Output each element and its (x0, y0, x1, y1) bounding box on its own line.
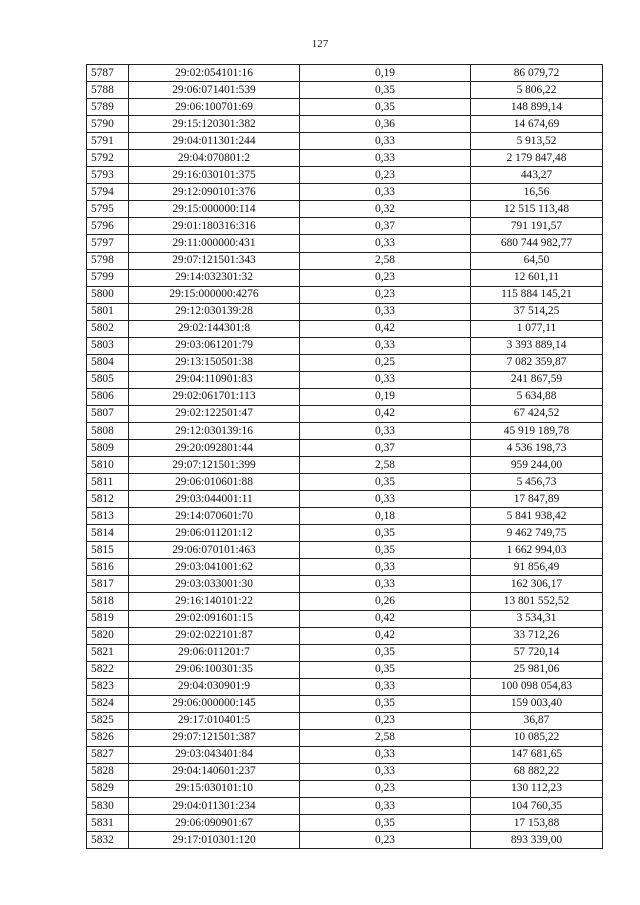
cadastral-number-cell: 29:03:043401:84 (129, 746, 300, 763)
amount-cell: 241 867,59 (471, 371, 603, 388)
row-number-cell: 5801 (87, 303, 129, 320)
row-number-cell: 5796 (87, 218, 129, 235)
amount-cell: 12 515 113,48 (471, 201, 603, 218)
table-row (87, 832, 603, 849)
row-number-cell: 5824 (87, 695, 129, 712)
rate-cell: 0,33 (300, 422, 471, 439)
amount-cell: 12 601,11 (471, 269, 603, 286)
row-number-cell: 5795 (87, 201, 129, 218)
table-row (87, 780, 603, 797)
rate-cell: 0,42 (300, 320, 471, 337)
rate-cell: 0,36 (300, 116, 471, 133)
cadastral-number-cell: 29:12:090101:376 (129, 184, 300, 201)
cadastral-number-cell: 29:03:033001:30 (129, 576, 300, 593)
amount-cell: 1 077,11 (471, 320, 603, 337)
amount-cell: 893 339,00 (471, 832, 603, 849)
row-number-cell: 5792 (87, 150, 129, 167)
cadastral-number-cell: 29:06:011201:12 (129, 525, 300, 542)
table-row (87, 576, 603, 593)
cadastral-number-cell: 29:11:000000:431 (129, 235, 300, 252)
table-row (87, 354, 603, 371)
amount-cell: 68 882,22 (471, 763, 603, 780)
row-number-cell: 5794 (87, 184, 129, 201)
amount-cell: 7 082 359,87 (471, 354, 603, 371)
rate-cell: 0,35 (300, 525, 471, 542)
table-row (87, 763, 603, 780)
rate-cell: 0,33 (300, 491, 471, 508)
cadastral-number-cell: 29:20:092801:44 (129, 440, 300, 457)
cadastral-number-cell: 29:17:010401:5 (129, 712, 300, 729)
rate-cell: 0,42 (300, 610, 471, 627)
cadastral-number-cell: 29:06:000000:145 (129, 695, 300, 712)
cadastral-number-cell: 29:13:150501:38 (129, 354, 300, 371)
table-body (87, 65, 603, 849)
rate-cell: 2,58 (300, 457, 471, 474)
table-row (87, 440, 603, 457)
page-number: 127 (311, 38, 329, 50)
table-row (87, 405, 603, 422)
rate-cell: 0,23 (300, 167, 471, 184)
cadastral-number-cell: 29:14:032301:32 (129, 269, 300, 286)
cadastral-number-cell: 29:02:091601:15 (129, 610, 300, 627)
cadastral-number-cell: 29:16:140101:22 (129, 593, 300, 610)
table-row (87, 457, 603, 474)
amount-cell: 162 306,17 (471, 576, 603, 593)
row-number-cell: 5816 (87, 559, 129, 576)
amount-cell: 159 003,40 (471, 695, 603, 712)
cadastral-number-cell: 29:15:120301:382 (129, 116, 300, 133)
rate-cell: 0,33 (300, 133, 471, 150)
row-number-cell: 5807 (87, 405, 129, 422)
cadastral-number-cell: 29:06:090901:67 (129, 815, 300, 832)
rate-cell: 0,35 (300, 644, 471, 661)
table-row (87, 798, 603, 815)
cadastral-number-cell: 29:06:071401:539 (129, 82, 300, 99)
row-number-cell: 5788 (87, 82, 129, 99)
data-table (86, 64, 603, 849)
table-row (87, 65, 603, 82)
cadastral-number-cell: 29:02:144301:8 (129, 320, 300, 337)
cadastral-number-cell: 29:14:070601:70 (129, 508, 300, 525)
table-row (87, 695, 603, 712)
rate-cell: 0,32 (300, 201, 471, 218)
amount-cell: 33 712,26 (471, 627, 603, 644)
rate-cell: 0,35 (300, 661, 471, 678)
row-number-cell: 5815 (87, 542, 129, 559)
row-number-cell: 5817 (87, 576, 129, 593)
cadastral-number-cell: 29:17:010301:120 (129, 832, 300, 849)
rate-cell: 0,33 (300, 371, 471, 388)
rate-cell: 0,23 (300, 269, 471, 286)
cadastral-number-cell: 29:03:044001:11 (129, 491, 300, 508)
cadastral-number-cell: 29:02:054101:16 (129, 65, 300, 82)
table-row (87, 218, 603, 235)
table-row (87, 542, 603, 559)
rate-cell: 0,23 (300, 832, 471, 849)
row-number-cell: 5820 (87, 627, 129, 644)
rate-cell: 0,23 (300, 286, 471, 303)
cadastral-number-cell: 29:06:011201:7 (129, 644, 300, 661)
table-row (87, 99, 603, 116)
table-row (87, 474, 603, 491)
amount-cell: 17 847,89 (471, 491, 603, 508)
amount-cell: 443,27 (471, 167, 603, 184)
row-number-cell: 5803 (87, 337, 129, 354)
amount-cell: 10 085,22 (471, 729, 603, 746)
rate-cell: 0,37 (300, 440, 471, 457)
table-row (87, 491, 603, 508)
rate-cell: 0,35 (300, 82, 471, 99)
row-number-cell: 5829 (87, 780, 129, 797)
amount-cell: 4 536 198,73 (471, 440, 603, 457)
table-row (87, 252, 603, 269)
rate-cell: 0,33 (300, 303, 471, 320)
row-number-cell: 5811 (87, 474, 129, 491)
row-number-cell: 5790 (87, 116, 129, 133)
row-number-cell: 5787 (87, 65, 129, 82)
amount-cell: 5 634,88 (471, 388, 603, 405)
row-number-cell: 5827 (87, 746, 129, 763)
cadastral-number-cell: 29:03:041001:62 (129, 559, 300, 576)
amount-cell: 680 744 982,77 (471, 235, 603, 252)
table-row (87, 661, 603, 678)
table-row (87, 235, 603, 252)
rate-cell: 0,35 (300, 695, 471, 712)
cadastral-number-cell: 29:06:100301:35 (129, 661, 300, 678)
amount-cell: 9 462 749,75 (471, 525, 603, 542)
table-row (87, 525, 603, 542)
amount-cell: 5 841 938,42 (471, 508, 603, 525)
row-number-cell: 5800 (87, 286, 129, 303)
amount-cell: 2 179 847,48 (471, 150, 603, 167)
rate-cell: 0,18 (300, 508, 471, 525)
table-row (87, 729, 603, 746)
amount-cell: 3 534,31 (471, 610, 603, 627)
table-row (87, 815, 603, 832)
amount-cell: 104 760,35 (471, 798, 603, 815)
cadastral-number-cell: 29:04:011301:234 (129, 798, 300, 815)
row-number-cell: 5802 (87, 320, 129, 337)
table-row (87, 286, 603, 303)
rate-cell: 0,33 (300, 746, 471, 763)
amount-cell: 130 112,23 (471, 780, 603, 797)
amount-cell: 13 801 552,52 (471, 593, 603, 610)
amount-cell: 36,87 (471, 712, 603, 729)
cadastral-number-cell: 29:03:061201:79 (129, 337, 300, 354)
amount-cell: 148 899,14 (471, 99, 603, 116)
table-row (87, 678, 603, 695)
cadastral-number-cell: 29:12:030139:16 (129, 422, 300, 439)
amount-cell: 791 191,57 (471, 218, 603, 235)
table-row (87, 337, 603, 354)
cadastral-number-cell: 29:04:070801:2 (129, 150, 300, 167)
rate-cell: 2,58 (300, 252, 471, 269)
rate-cell: 0,33 (300, 184, 471, 201)
amount-cell: 45 919 189,78 (471, 422, 603, 439)
cadastral-number-cell: 29:06:010601:88 (129, 474, 300, 491)
rate-cell: 0,42 (300, 405, 471, 422)
row-number-cell: 5825 (87, 712, 129, 729)
cadastral-number-cell: 29:02:022101:87 (129, 627, 300, 644)
row-number-cell: 5793 (87, 167, 129, 184)
rate-cell: 0,33 (300, 559, 471, 576)
amount-cell: 5 913,52 (471, 133, 603, 150)
table-row (87, 303, 603, 320)
rate-cell: 0,33 (300, 763, 471, 780)
amount-cell: 16,56 (471, 184, 603, 201)
cadastral-number-cell: 29:07:121501:399 (129, 457, 300, 474)
rate-cell: 0,35 (300, 474, 471, 491)
row-number-cell: 5823 (87, 678, 129, 695)
cadastral-number-cell: 29:06:100701:69 (129, 99, 300, 116)
amount-cell: 100 098 054,83 (471, 678, 603, 695)
cadastral-number-cell: 29:02:122501:47 (129, 405, 300, 422)
table-row (87, 610, 603, 627)
amount-cell: 67 424,52 (471, 405, 603, 422)
row-number-cell: 5826 (87, 729, 129, 746)
amount-cell: 64,50 (471, 252, 603, 269)
row-number-cell: 5832 (87, 832, 129, 849)
table-row (87, 712, 603, 729)
row-number-cell: 5789 (87, 99, 129, 116)
table-row (87, 371, 603, 388)
amount-cell: 5 456,73 (471, 474, 603, 491)
cadastral-number-cell: 29:06:070101:463 (129, 542, 300, 559)
rate-cell: 0,19 (300, 388, 471, 405)
table-row (87, 388, 603, 405)
cadastral-number-cell: 29:07:121501:387 (129, 729, 300, 746)
table-row (87, 627, 603, 644)
row-number-cell: 5830 (87, 798, 129, 815)
rate-cell: 2,58 (300, 729, 471, 746)
amount-cell: 14 674,69 (471, 116, 603, 133)
rate-cell: 0,35 (300, 542, 471, 559)
rate-cell: 0,35 (300, 815, 471, 832)
rate-cell: 0,37 (300, 218, 471, 235)
table-row (87, 508, 603, 525)
cadastral-number-cell: 29:04:030901:9 (129, 678, 300, 695)
rate-cell: 0,35 (300, 99, 471, 116)
table-row (87, 184, 603, 201)
table-row (87, 422, 603, 439)
rate-cell: 0,26 (300, 593, 471, 610)
row-number-cell: 5806 (87, 388, 129, 405)
rate-cell: 0,33 (300, 576, 471, 593)
row-number-cell: 5812 (87, 491, 129, 508)
rate-cell: 0,23 (300, 712, 471, 729)
amount-cell: 3 393 889,14 (471, 337, 603, 354)
row-number-cell: 5828 (87, 763, 129, 780)
row-number-cell: 5804 (87, 354, 129, 371)
row-number-cell: 5805 (87, 371, 129, 388)
amount-cell: 25 981,06 (471, 661, 603, 678)
cadastral-number-cell: 29:02:061701:113 (129, 388, 300, 405)
row-number-cell: 5822 (87, 661, 129, 678)
row-number-cell: 5791 (87, 133, 129, 150)
cadastral-number-cell: 29:15:000000:4276 (129, 286, 300, 303)
amount-cell: 115 884 145,21 (471, 286, 603, 303)
row-number-cell: 5818 (87, 593, 129, 610)
cadastral-number-cell: 29:15:000000:114 (129, 201, 300, 218)
table-row (87, 559, 603, 576)
cadastral-number-cell: 29:04:011301:244 (129, 133, 300, 150)
rate-cell: 0,25 (300, 354, 471, 371)
amount-cell: 959 244,00 (471, 457, 603, 474)
amount-cell: 1 662 994,03 (471, 542, 603, 559)
table-row (87, 320, 603, 337)
rate-cell: 0,42 (300, 627, 471, 644)
table-row (87, 644, 603, 661)
table-row (87, 269, 603, 286)
row-number-cell: 5798 (87, 252, 129, 269)
row-number-cell: 5797 (87, 235, 129, 252)
cadastral-number-cell: 29:04:140601:237 (129, 763, 300, 780)
amount-cell: 147 681,65 (471, 746, 603, 763)
amount-cell: 86 079,72 (471, 65, 603, 82)
amount-cell: 17 153,88 (471, 815, 603, 832)
row-number-cell: 5810 (87, 457, 129, 474)
amount-cell: 57 720,14 (471, 644, 603, 661)
cadastral-number-cell: 29:07:121501:343 (129, 252, 300, 269)
rate-cell: 0,33 (300, 150, 471, 167)
rate-cell: 0,33 (300, 798, 471, 815)
rate-cell: 0,23 (300, 780, 471, 797)
cadastral-number-cell: 29:04:110901:83 (129, 371, 300, 388)
row-number-cell: 5808 (87, 422, 129, 439)
cadastral-number-cell: 29:15:030101:10 (129, 780, 300, 797)
amount-cell: 5 806,22 (471, 82, 603, 99)
row-number-cell: 5831 (87, 815, 129, 832)
amount-cell: 91 856,49 (471, 559, 603, 576)
table-row (87, 167, 603, 184)
rate-cell: 0,33 (300, 235, 471, 252)
amount-cell: 37 514,25 (471, 303, 603, 320)
rate-cell: 0,19 (300, 65, 471, 82)
cadastral-number-cell: 29:12:030139:28 (129, 303, 300, 320)
row-number-cell: 5821 (87, 644, 129, 661)
row-number-cell: 5799 (87, 269, 129, 286)
row-number-cell: 5814 (87, 525, 129, 542)
rate-cell: 0,33 (300, 678, 471, 695)
table-row (87, 746, 603, 763)
rate-cell: 0,33 (300, 337, 471, 354)
row-number-cell: 5809 (87, 440, 129, 457)
row-number-cell: 5819 (87, 610, 129, 627)
table-row (87, 150, 603, 167)
table-row (87, 116, 603, 133)
row-number-cell: 5813 (87, 508, 129, 525)
cadastral-number-cell: 29:16:030101:375 (129, 167, 300, 184)
table-row (87, 201, 603, 218)
cadastral-number-cell: 29:01:180316:316 (129, 218, 300, 235)
table-row (87, 133, 603, 150)
table-row (87, 593, 603, 610)
table-row (87, 82, 603, 99)
